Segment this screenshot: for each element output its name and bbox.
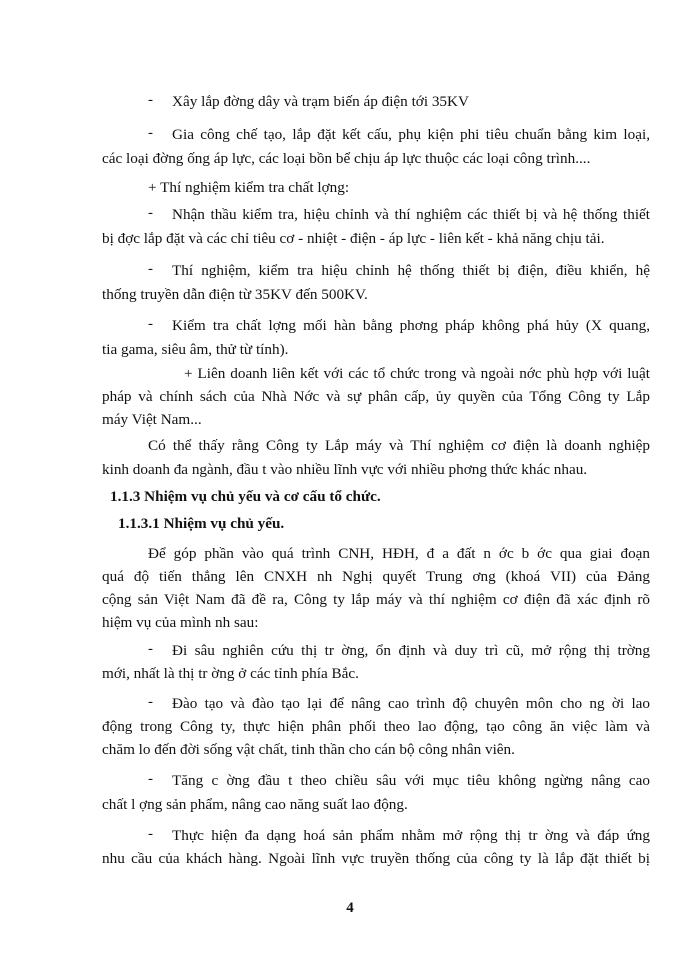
paragraph-line: động trong Công ty, thực hiện phân phối theo lao động, tạo công ăn việc làm và (102, 718, 650, 735)
bullet-dash: - (148, 205, 153, 221)
paragraph-line: bị đợc lắp đặt và các chỉ tiêu cơ - nhiệt - điện - áp lực - liên kết - khả năng chịu tải. (102, 230, 605, 247)
paragraph-line: Thực hiện đa dạng hoá sản phẩm nhằm mở rộng thị tr ờng và đáp ứng (172, 827, 650, 844)
paragraph-line: nhu cầu của khách hàng. Ngoài lĩnh vực truyền thống của công ty là lắp đặt thiết bị (102, 850, 650, 867)
paragraph-line: hiệm vụ của mình nh sau: (102, 614, 259, 631)
paragraph-line: mới, nhất là thị tr ờng ở các tỉnh phía Bắc. (102, 665, 359, 682)
paragraph-line: Nhận thầu kiểm tra, hiệu chỉnh và thí nghiệm các thiết bị và hệ thống thiết (172, 206, 650, 223)
paragraph-line: chăm lo đến đời sống vật chất, tinh thần cho cán bộ công nhân viên. (102, 741, 515, 758)
bullet-dash: - (148, 826, 153, 842)
paragraph-line: pháp và chính sách của Nhà Nớc và sự phân cấp, ủy quyền của Tổng Công ty Lắp (102, 388, 650, 405)
bullet-dash: - (148, 125, 153, 141)
bullet-dash: - (148, 92, 153, 108)
bullet-dash: - (148, 261, 153, 277)
paragraph-line: + Thí nghiệm kiểm tra chất lợng: (148, 179, 350, 196)
paragraph-line: Để góp phần vào quá trình CNH, HĐH, đ a đất n ớc b ớc qua giai đoạn (148, 545, 650, 562)
paragraph-line: các loại đờng ống áp lực, các loại bồn bể chịu áp lực thuộc các loại công trình.... (102, 150, 591, 167)
paragraph-line: Đi sâu nghiên cứu thị tr ờng, ổn định và duy trì cũ, mở rộng thị trờng (172, 642, 650, 659)
bullet-dash: - (148, 641, 153, 657)
section-heading: 1.1.3 Nhiệm vụ chủ yếu và cơ cấu tổ chức. (110, 488, 381, 505)
paragraph-line: tia gama, siêu âm, thử từ tính). (102, 341, 289, 358)
paragraph-line: Kiểm tra chất lợng mối hàn bằng phơng pháp không phá hủy (X quang, (172, 317, 650, 334)
paragraph-line: Gia công chế tạo, lắp đặt kết cấu, phụ kiện phi tiêu chuẩn bằng kim loại, (172, 126, 650, 143)
paragraph-line: Xây lắp đờng dây và trạm biến áp điện tới 35KV (172, 93, 469, 110)
bullet-dash: - (148, 771, 153, 787)
bullet-dash: - (148, 316, 153, 332)
paragraph-line: cộng sản Việt Nam đã đề ra, Công ty lắp máy và thí nghiệm cơ điện đã xác định rõ (102, 591, 650, 608)
paragraph-line: + Liên doanh liên kết với các tổ chức trong và ngoài nớc phù hợp với luật (184, 365, 650, 382)
paragraph-line: Đào tạo và đào tạo lại để nâng cao trình độ chuyên môn cho ng ời lao (172, 695, 650, 712)
paragraph-line: máy Việt Nam... (102, 411, 202, 428)
paragraph-line: thống truyền dẫn điện từ 35KV đến 500KV. (102, 286, 368, 303)
paragraph-line: kinh doanh đa ngành, đầu t vào nhiều lĩnh vực với nhiều phơng thức khác nhau. (102, 461, 588, 478)
paragraph-line: Thí nghiệm, kiểm tra hiệu chỉnh hệ thống thiết bị điện, điều khiển, hệ (172, 262, 650, 279)
bullet-dash: - (148, 694, 153, 710)
paragraph-line: Có thể thấy rằng Công ty Lắp máy và Thí nghiệm cơ điện là doanh nghiệp (148, 437, 650, 454)
paragraph-line: quá độ tiến thẳng lên CNXH nh Nghị quyết Trung ơng (khoá VII) của Đảng (102, 568, 650, 585)
page-number: 4 (346, 900, 354, 916)
subsection-heading: 1.1.3.1 Nhiệm vụ chủ yếu. (118, 515, 285, 532)
paragraph-line: Tăng c ờng đầu t theo chiều sâu với mục tiêu không ngừng nâng cao (172, 772, 650, 789)
paragraph-line: chất l ợng sản phẩm, nâng cao năng suất lao động. (102, 796, 408, 813)
